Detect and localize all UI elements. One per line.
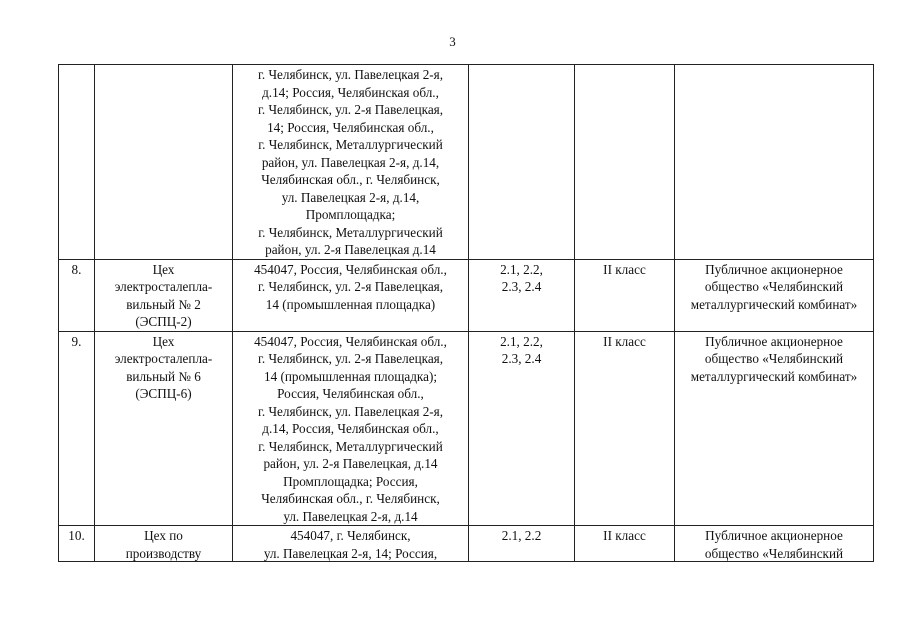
facility-address-line: д.14, Россия, Челябинская обл., xyxy=(262,421,439,436)
facility-address-line: 14 (промышленная площадка) xyxy=(265,296,436,312)
facility-address-line: район, ул. 2-я Павелецкая, д.14 xyxy=(263,456,438,471)
hazard-class-cell xyxy=(575,526,675,562)
facility-address-line: ул. Павелецкая 2-я, д.14, xyxy=(281,189,420,205)
facility-address-line: Промплощадка; xyxy=(305,207,396,222)
facility-name-cell xyxy=(95,259,233,331)
facility-address-line: 454047, Россия, Челябинская обл., xyxy=(254,261,447,277)
operator-name-cell xyxy=(675,65,874,260)
facility-address-line: район, ул. Павелецкая 2-я, д.14, xyxy=(261,154,440,170)
hazard-criteria-line: 2.3, 2.4 xyxy=(501,351,542,366)
facility-address-line: г. Челябинск, ул. Павелецкая 2-я, xyxy=(257,403,444,419)
hazard-criteria-line: 2.1, 2.2, xyxy=(500,333,543,349)
facility-name-line: Цех по xyxy=(144,528,183,543)
hazard-criteria-cell xyxy=(469,526,575,562)
facility-address-line: Челябинская обл., г. Челябинск, xyxy=(261,172,440,187)
hazard-criteria-line: 2.1, 2.2 xyxy=(501,528,542,543)
facility-address-line: г. Челябинск, ул. 2-я Павелецкая, xyxy=(257,279,444,294)
facility-name-line: производству xyxy=(125,545,202,561)
facility-address-line: г. Челябинск, Металлургический xyxy=(258,438,443,454)
operator-name-line: общество «Челябинский xyxy=(704,279,844,294)
operator-name-line: Публичное акционерное xyxy=(705,528,843,543)
operator-name-line: Публичное акционерное xyxy=(705,261,843,277)
table-row xyxy=(59,65,874,260)
facility-name-line: Цех xyxy=(152,261,175,277)
operator-name-line: металлургический комбинат» xyxy=(690,368,858,384)
hazard-class-cell xyxy=(575,259,675,331)
hazard-criteria-line: 2.3, 2.4 xyxy=(501,279,542,294)
hazard-criteria-line: 2.1, 2.2, xyxy=(500,261,543,277)
operator-name-cell xyxy=(675,259,874,331)
facility-address-line: Челябинская обл., г. Челябинск, xyxy=(261,491,440,506)
row-number: 10. xyxy=(68,528,85,543)
facility-name-line: электросталепла- xyxy=(114,279,213,294)
facility-name-line: вильный № 2 xyxy=(126,296,201,312)
table-row xyxy=(59,259,874,331)
operator-name-line: металлургический комбинат» xyxy=(690,296,858,312)
facility-address-line: район, ул. 2-я Павелецкая д.14 xyxy=(265,242,436,257)
page-number: 3 xyxy=(449,34,456,49)
operator-name-cell xyxy=(675,331,874,526)
row-number-cell xyxy=(59,259,95,331)
registry-table-body xyxy=(59,65,874,562)
facility-name-line: электросталепла- xyxy=(114,351,213,366)
facility-address-line: г. Челябинск, ул. 2-я Павелецкая, xyxy=(257,351,444,366)
table-row xyxy=(59,526,874,562)
facility-address-line: д.14; Россия, Челябинская обл., xyxy=(262,84,439,100)
table-row xyxy=(59,331,874,526)
hazard-criteria-cell xyxy=(469,259,575,331)
operator-name-line: общество «Челябинский xyxy=(704,351,844,366)
operator-name-cell xyxy=(675,526,874,562)
facility-address-line: г. Челябинск, Металлургический xyxy=(258,224,443,240)
hazard-class: II класс xyxy=(603,528,646,543)
facility-name-cell xyxy=(95,331,233,526)
facility-name-cell xyxy=(95,526,233,562)
facility-address-line: 454047, г. Челябинск, xyxy=(290,528,411,543)
row-number: 8. xyxy=(71,261,82,277)
facility-name-line: (ЭСПЦ-6) xyxy=(135,386,192,401)
facility-address-line: 14 (промышленная площадка); xyxy=(263,368,438,384)
facility-address-cell xyxy=(233,65,469,260)
facility-address-line: г. Челябинск, ул. Павелецкая 2-я, xyxy=(257,67,444,82)
facility-address-line: ул. Павелецкая 2-я, 14; Россия, xyxy=(263,545,438,561)
facility-address-line: 454047, Россия, Челябинская обл., xyxy=(254,333,447,349)
facility-address-cell xyxy=(233,331,469,526)
facility-address-cell xyxy=(233,526,469,562)
registry-table xyxy=(58,64,874,562)
facility-address-line: г. Челябинск, Металлургический xyxy=(258,137,443,152)
facility-address-line: ул. Павелецкая 2-я, д.14 xyxy=(283,508,418,524)
facility-address-line: Россия, Челябинская обл., xyxy=(277,386,424,401)
facility-name-line: Цех xyxy=(152,333,175,349)
operator-name-line: Публичное акционерное xyxy=(705,333,843,349)
facility-address-line: Промплощадка; Россия, xyxy=(283,473,418,489)
row-number-cell xyxy=(59,331,95,526)
row-number: 9. xyxy=(71,333,82,349)
hazard-criteria-cell xyxy=(469,331,575,526)
hazard-class-cell xyxy=(575,65,675,260)
hazard-class: II класс xyxy=(603,333,646,349)
hazard-class-cell xyxy=(575,331,675,526)
facility-name-line: вильный № 6 xyxy=(126,368,201,384)
hazard-class: II класс xyxy=(603,261,646,277)
row-number-cell xyxy=(59,526,95,562)
operator-name-line: общество «Челябинский xyxy=(704,545,844,561)
facility-address-cell xyxy=(233,259,469,331)
hazard-criteria-cell xyxy=(469,65,575,260)
row-number-cell xyxy=(59,65,95,260)
facility-address-line: г. Челябинск, ул. 2-я Павелецкая, xyxy=(257,102,444,117)
facility-name-cell xyxy=(95,65,233,260)
facility-address-line: 14; Россия, Челябинская обл., xyxy=(267,119,434,135)
facility-name-line: (ЭСПЦ-2) xyxy=(135,314,192,329)
